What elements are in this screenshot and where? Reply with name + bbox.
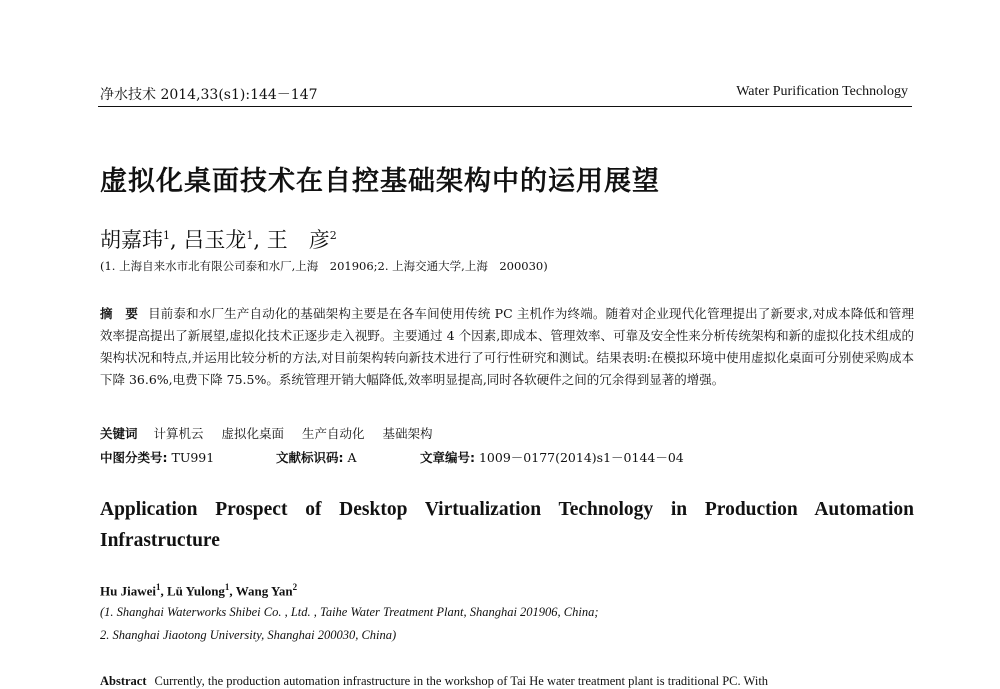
abstract-label: 摘 要 <box>100 306 139 321</box>
document-code <box>276 448 357 466</box>
english-affiliation-line: 2. Shanghai Jiaotong University, Shanghai 200030, China) <box>100 628 397 642</box>
author-affil-mark: 1 <box>163 229 170 242</box>
chinese-authors <box>100 224 337 254</box>
chinese-keywords <box>100 424 447 442</box>
clc-number <box>100 448 214 466</box>
keyword: 虚拟化桌面 <box>221 426 285 441</box>
abstract-text: 目前泰和水厂生产自动化的基础架构主要是在各车间使用传统 PC 主机作为终端。随着对企业现代化管理提出了新要求,对成本降低和管理效率提高提出了新展望,虚拟化技术正逐步走入视野。主要通过 4 个因素,即成本、管理效率、可靠及安全性来分析传统架构和新的虚拟化技术组成的架构状况和特点,并运用比较分析的方法,对目前架构转向新技术进行了可行性研究和测试。结果表明:在模拟环境中使用虚拟化桌面可分别使采购成本下降 36.6%,电费下降 75.5%。系统管理开销大幅降低,效率明显提高,同时各软硬件之间的冗余得到显著的增强。 <box>100 306 914 387</box>
article-number-label: 文章编号: <box>420 450 475 465</box>
author-name: 吕玉龙 <box>183 228 247 252</box>
keyword: 生产自动化 <box>302 426 365 441</box>
author-separator: , <box>170 228 177 252</box>
author-affil-mark: 1 <box>224 582 230 592</box>
keywords-label: 关键词 <box>100 426 138 441</box>
author-affil-mark: 1 <box>155 582 161 592</box>
header-journal-name: Water Purification Technology <box>736 84 908 99</box>
english-affiliation-line: (1. Shanghai Waterworks Shibei Co. , Ltd. , Taihe Water Treatment Plant, Shanghai 201906, China; <box>100 605 599 619</box>
author-name: 胡嘉玮 <box>100 228 163 252</box>
header-rule <box>98 106 912 107</box>
header-citation: 净水技术 2014,33(s1):144－147 <box>100 87 318 103</box>
author-name: Lü Yulong <box>166 583 225 599</box>
chinese-abstract <box>100 303 914 391</box>
abstract-text: Currently, the production automation infrastructure in the workshop of Tai He water treatment plant is traditional PC. With <box>154 674 769 688</box>
keyword: 基础架构 <box>382 426 433 441</box>
abstract-label: Abstract <box>100 674 147 688</box>
english-abstract <box>100 674 914 689</box>
document-code-value: A <box>347 450 357 465</box>
author-affil-mark: 2 <box>292 582 298 592</box>
clc-value: TU991 <box>171 450 215 465</box>
chinese-title: 虚拟化桌面技术在自控基础架构中的运用展望 <box>100 166 660 197</box>
author-affil-mark: 2 <box>329 229 337 242</box>
author-name: 王 彦 <box>266 228 330 252</box>
keyword: 计算机云 <box>153 426 204 441</box>
english-title: Application Prospect of Desktop Virtualization Technology in Production Automation Infrastructure <box>100 499 914 551</box>
author-name: Hu Jiawei <box>100 583 156 599</box>
clc-label: 中图分类号: <box>100 450 168 465</box>
author-affil-mark: 1 <box>246 229 254 242</box>
author-separator: , <box>160 583 167 599</box>
document-code-label: 文献标识码: <box>276 450 344 465</box>
english-authors <box>100 582 297 599</box>
author-separator: , <box>253 228 261 252</box>
author-name: Wang Yan <box>235 583 293 599</box>
article-number-value: 1009－0177(2014)s1－0144－04 <box>478 450 684 465</box>
chinese-affiliation: (1. 上海自来水市北有限公司泰和水厂,上海 201906;2. 上海交通大学,上海 200030) <box>100 259 548 273</box>
article-number <box>420 448 684 466</box>
author-separator: , <box>229 583 236 599</box>
